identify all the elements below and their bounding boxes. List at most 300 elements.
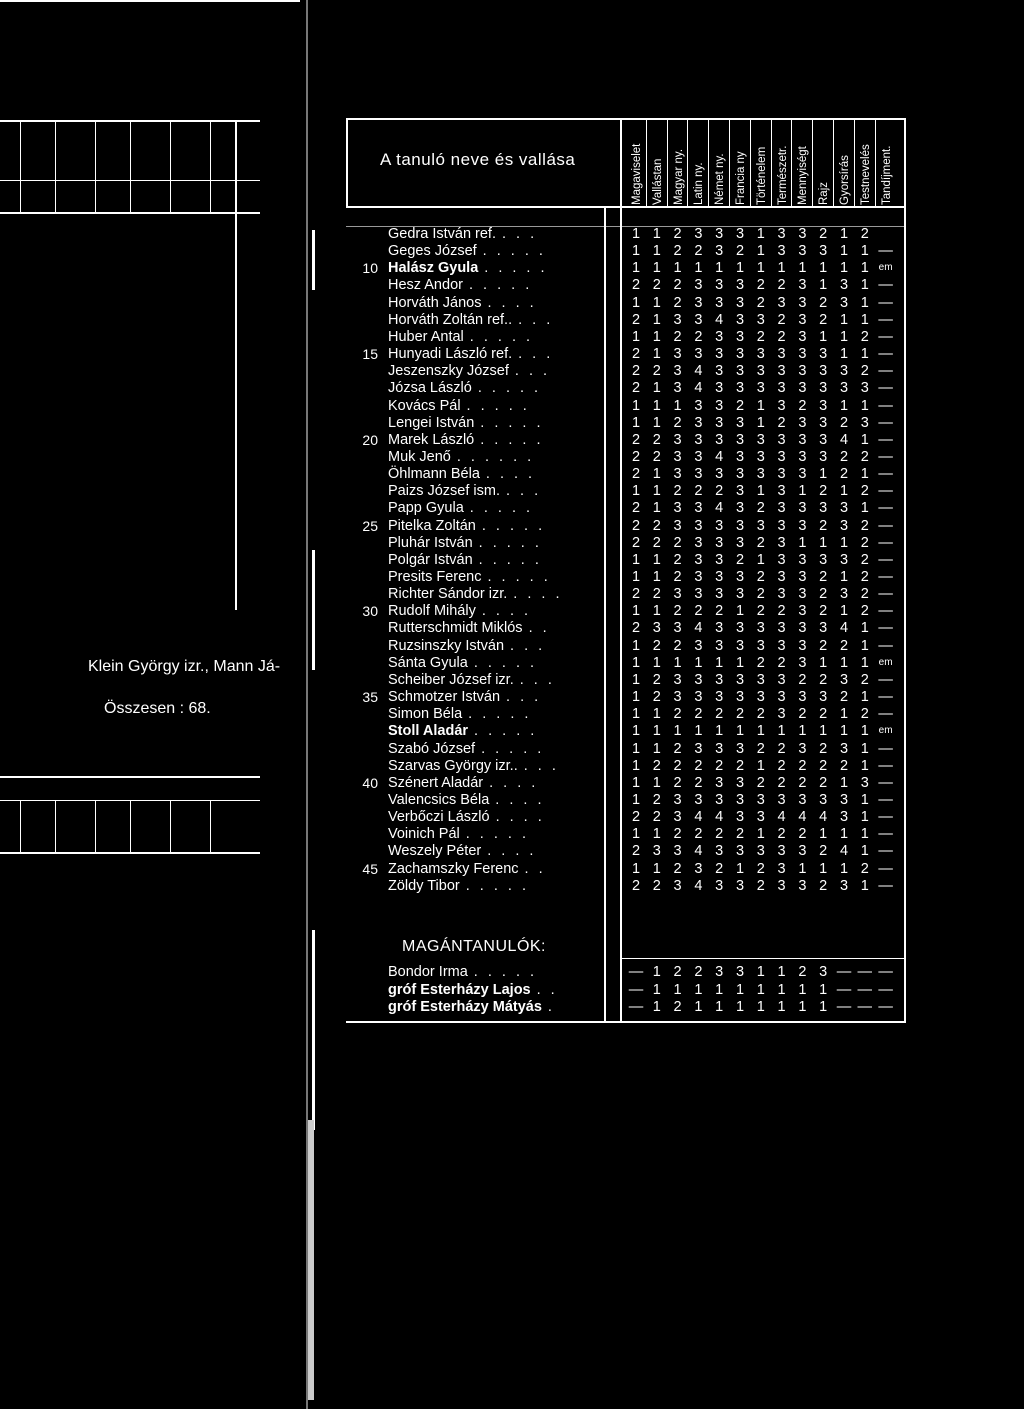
student-name: Szabó József bbox=[388, 740, 476, 757]
grade-cell: 2 bbox=[777, 277, 786, 294]
grade-cell: 2 bbox=[735, 551, 745, 568]
grade-cell: 1 bbox=[819, 860, 828, 877]
grade-cell: 2 bbox=[756, 294, 765, 311]
grade-cell: 3 bbox=[715, 226, 724, 242]
grade-cell: 3 bbox=[652, 843, 661, 860]
grade-cell: 3 bbox=[777, 791, 786, 808]
grade-cell: 3 bbox=[673, 586, 682, 603]
grade-cell: 2 bbox=[756, 328, 765, 345]
grade-cell: — bbox=[878, 706, 893, 723]
grade-cell: 1 bbox=[860, 277, 869, 294]
column-header: Vallástan bbox=[651, 158, 664, 205]
grade-cell: 2 bbox=[819, 706, 828, 723]
grade-cell: 3 bbox=[756, 431, 765, 448]
grade-cell: 4 bbox=[694, 380, 703, 397]
grade-cell: 3 bbox=[756, 448, 765, 465]
grade-cell: 3 bbox=[860, 414, 869, 431]
grade-cell: 3 bbox=[756, 671, 765, 688]
grade-cell: 1 bbox=[694, 723, 703, 740]
grade-cell: 2 bbox=[819, 294, 828, 311]
student-name: gróf Esterházy Lajos bbox=[388, 981, 531, 998]
grade-cell: 1 bbox=[756, 999, 765, 1015]
grade-cell: 1 bbox=[819, 260, 828, 277]
grade-cell: 3 bbox=[819, 689, 828, 706]
grade-cell: 2 bbox=[860, 517, 869, 534]
grade-cell: 1 bbox=[652, 981, 661, 998]
grade-cell: 2 bbox=[694, 603, 703, 620]
grade-cell: 2 bbox=[798, 826, 807, 843]
grade-cell: 3 bbox=[673, 791, 682, 808]
grade-cell: 3 bbox=[735, 637, 745, 654]
grade-cell: 1 bbox=[860, 620, 869, 637]
student-name: Hesz Andor bbox=[388, 277, 463, 294]
grade-cell: 1 bbox=[819, 328, 828, 345]
grade-cell: 1 bbox=[860, 654, 869, 671]
leader-dots: . . . . . bbox=[480, 431, 544, 448]
grade-cell: 3 bbox=[798, 654, 807, 671]
student-name: Paizs József ism. bbox=[388, 483, 500, 500]
student-name: Kovács Pál bbox=[388, 397, 461, 414]
grade-cell: 1 bbox=[860, 757, 869, 774]
grade-cell: 2 bbox=[777, 774, 786, 791]
grade-cell: 3 bbox=[735, 483, 745, 500]
grade-cell: 3 bbox=[798, 569, 807, 585]
grade-cell: 3 bbox=[694, 569, 703, 585]
grade-cell: 2 bbox=[673, 999, 682, 1015]
grade-cell: 2 bbox=[652, 757, 661, 774]
grade-cell: 3 bbox=[735, 534, 745, 551]
grade-cell: 2 bbox=[715, 757, 724, 774]
grade-cell: 1 bbox=[756, 260, 765, 277]
grade-cell: 3 bbox=[715, 740, 724, 757]
grade-cell: 3 bbox=[819, 964, 828, 980]
student-name: Gedra István ref. bbox=[388, 226, 496, 242]
row-number: 45 bbox=[362, 860, 378, 877]
grade-cell: 3 bbox=[715, 363, 724, 380]
grade-cell: 3 bbox=[735, 294, 745, 311]
grade-cell: 3 bbox=[735, 671, 745, 688]
grade-cell: 2 bbox=[652, 363, 661, 380]
grade-cell: 1 bbox=[860, 877, 869, 894]
column-header: Testnevelés bbox=[859, 144, 872, 205]
grade-cell: 3 bbox=[798, 689, 807, 706]
grade-cell: 2 bbox=[756, 277, 765, 294]
student-name: Bondor Irma bbox=[388, 964, 468, 980]
grade-cell: 3 bbox=[819, 243, 828, 260]
grade-cell: 3 bbox=[860, 774, 869, 791]
grade-cell: 2 bbox=[673, 637, 682, 654]
grade-cell: 2 bbox=[673, 774, 682, 791]
grade-cell: 3 bbox=[735, 689, 745, 706]
grade-cell: 1 bbox=[860, 500, 869, 517]
grade-cell: 2 bbox=[673, 414, 682, 431]
grade-cell: 2 bbox=[673, 603, 682, 620]
grade-cell: 3 bbox=[735, 843, 745, 860]
grade-cell: 2 bbox=[694, 757, 703, 774]
leader-dots: . . . . bbox=[513, 586, 563, 603]
grade-cell: 3 bbox=[756, 466, 765, 483]
grade-cell: 3 bbox=[735, 363, 745, 380]
grade-cell: 3 bbox=[756, 363, 765, 380]
grade-cell: 1 bbox=[860, 346, 869, 363]
grade-cell: — bbox=[878, 860, 893, 877]
row-number: 15 bbox=[362, 346, 378, 363]
grade-cell: 3 bbox=[777, 860, 786, 877]
grade-cell: 3 bbox=[715, 517, 724, 534]
grade-cell: 2 bbox=[631, 500, 641, 517]
grade-cell: 2 bbox=[735, 757, 745, 774]
grade-cell: 3 bbox=[694, 671, 703, 688]
grade-cell: 2 bbox=[756, 534, 765, 551]
grade-cell: 2 bbox=[715, 706, 724, 723]
grade-cell: 1 bbox=[652, 774, 661, 791]
grade-cell: 1 bbox=[735, 981, 745, 998]
grade-cell: 3 bbox=[819, 791, 828, 808]
leader-dots: . . . . . bbox=[474, 723, 538, 740]
grade-cell: 3 bbox=[673, 689, 682, 706]
grade-cell: 1 bbox=[652, 397, 661, 414]
grade-cell: 3 bbox=[715, 586, 724, 603]
grade-cell: — bbox=[878, 620, 893, 637]
grade-cell: 1 bbox=[673, 260, 682, 277]
leader-dots: . . . . . bbox=[480, 414, 544, 431]
grade-cell: 1 bbox=[631, 740, 641, 757]
grade-cell: 2 bbox=[860, 534, 869, 551]
grade-cell: 4 bbox=[694, 363, 703, 380]
grade-cell: — bbox=[878, 843, 893, 860]
leader-dots: . bbox=[547, 999, 555, 1015]
grade-cell: 1 bbox=[839, 483, 849, 500]
grade-cell: 3 bbox=[777, 551, 786, 568]
leader-dots: . . . . . bbox=[481, 740, 545, 757]
grade-cell: 2 bbox=[673, 826, 682, 843]
grade-cell: 1 bbox=[631, 637, 641, 654]
grade-cell: 2 bbox=[819, 877, 828, 894]
row-number: 25 bbox=[362, 517, 378, 534]
column-header: Magaviselet bbox=[631, 143, 643, 205]
grade-cell: 3 bbox=[798, 414, 807, 431]
grade-cell: 3 bbox=[819, 431, 828, 448]
grade-cell: 1 bbox=[735, 260, 745, 277]
grade-cell: 3 bbox=[777, 483, 786, 500]
leader-dots: . . . . . bbox=[465, 826, 530, 843]
grade-cell: 1 bbox=[631, 414, 641, 431]
grade-cell: 2 bbox=[631, 517, 641, 534]
grade-cell: 3 bbox=[798, 551, 807, 568]
grade-cell: 2 bbox=[631, 311, 641, 328]
grade-cell: 1 bbox=[631, 654, 641, 671]
leader-dots: . . . . . bbox=[478, 551, 542, 568]
grade-cell: 1 bbox=[756, 723, 765, 740]
grade-cell: 2 bbox=[798, 671, 807, 688]
grade-cell: — bbox=[878, 981, 893, 998]
grade-cell: 3 bbox=[839, 740, 849, 757]
student-name: Weszely Péter bbox=[388, 843, 482, 860]
student-name: Öhlmann Béla bbox=[388, 466, 480, 483]
grade-cell: 4 bbox=[694, 809, 703, 826]
grade-cell: 1 bbox=[652, 706, 661, 723]
grade-cell: 2 bbox=[631, 448, 641, 465]
row-number: 10 bbox=[362, 260, 378, 277]
grade-cell: — bbox=[628, 964, 644, 980]
grade-cell: 2 bbox=[860, 551, 869, 568]
grade-cell: 3 bbox=[798, 226, 807, 242]
grade-cell: 3 bbox=[715, 569, 724, 585]
grade-cell: 3 bbox=[652, 620, 661, 637]
grade-cell: — bbox=[628, 981, 644, 998]
grade-cell: 2 bbox=[673, 551, 682, 568]
grade-cell: 2 bbox=[694, 328, 703, 345]
grade-cell: 2 bbox=[715, 826, 724, 843]
grade-cell: 2 bbox=[652, 586, 661, 603]
grade-cell: 3 bbox=[673, 671, 682, 688]
grade-cell: 1 bbox=[860, 740, 869, 757]
grade-cell: 1 bbox=[839, 226, 849, 242]
leader-dots: . . . . . . bbox=[456, 448, 535, 465]
grade-cell: 2 bbox=[652, 277, 661, 294]
grade-cell: 3 bbox=[756, 380, 765, 397]
grade-cell: 3 bbox=[694, 448, 703, 465]
grade-cell: 2 bbox=[777, 414, 786, 431]
grade-cell: — bbox=[878, 877, 893, 894]
grade-cell: 2 bbox=[631, 586, 641, 603]
grade-cell: 2 bbox=[735, 397, 745, 414]
grade-cell: 2 bbox=[652, 637, 661, 654]
grade-cell: 3 bbox=[735, 346, 745, 363]
grade-cell: 3 bbox=[694, 740, 703, 757]
grade-cell: 2 bbox=[819, 517, 828, 534]
grade-cell: 3 bbox=[777, 569, 786, 585]
grade-cell: 3 bbox=[715, 620, 724, 637]
leader-dots: . . . bbox=[506, 689, 542, 706]
grade-cell: 2 bbox=[860, 860, 869, 877]
column-header: Magyar ny. bbox=[672, 148, 685, 205]
grade-cell: — bbox=[878, 999, 893, 1015]
grade-cell: 3 bbox=[777, 397, 786, 414]
leader-dots: . . . . . bbox=[468, 706, 532, 723]
grade-cell: — bbox=[878, 964, 893, 980]
row-number: 40 bbox=[362, 774, 378, 791]
grade-cell: 1 bbox=[652, 723, 661, 740]
grade-cell: 2 bbox=[694, 483, 703, 500]
grade-cell: 1 bbox=[819, 723, 828, 740]
grade-cell: 2 bbox=[756, 586, 765, 603]
grade-cell: — bbox=[878, 740, 893, 757]
grade-cell: 1 bbox=[735, 999, 745, 1015]
grade-cell: 3 bbox=[735, 277, 745, 294]
student-name: Horváth Zoltán ref.. bbox=[388, 311, 513, 328]
grade-cell: — bbox=[878, 637, 893, 654]
grade-cell: 3 bbox=[798, 328, 807, 345]
grade-cell: 2 bbox=[777, 311, 786, 328]
grade-cell: 1 bbox=[756, 551, 765, 568]
leader-dots: . . . bbox=[518, 311, 554, 328]
student-name: Józsa László bbox=[388, 380, 472, 397]
grade-cell: 3 bbox=[839, 809, 849, 826]
student-name: Hunyadi László ref. bbox=[388, 346, 513, 363]
grade-cell: 3 bbox=[777, 243, 786, 260]
grade-cell: — bbox=[878, 243, 893, 260]
grade-cell: — bbox=[857, 981, 873, 998]
leader-dots: . . . bbox=[506, 483, 542, 500]
grade-cell: 2 bbox=[673, 243, 682, 260]
grade-cell: 1 bbox=[652, 466, 661, 483]
grade-cell: 3 bbox=[756, 637, 765, 654]
column-header: Latin ny. bbox=[693, 162, 706, 205]
grade-cell: 2 bbox=[715, 603, 724, 620]
grade-cell: 4 bbox=[715, 311, 724, 328]
grade-cell: 3 bbox=[777, 431, 786, 448]
grade-cell: 2 bbox=[673, 226, 682, 242]
grade-cell: 3 bbox=[673, 363, 682, 380]
grade-cell: 2 bbox=[860, 226, 869, 242]
grade-cell: 3 bbox=[694, 294, 703, 311]
grade-cell: 3 bbox=[694, 586, 703, 603]
grade-cell: 3 bbox=[819, 380, 828, 397]
grade-cell: 3 bbox=[694, 397, 703, 414]
column-header: Tandíjment. bbox=[880, 145, 893, 205]
grade-cell: 3 bbox=[715, 877, 724, 894]
grade-cell: 1 bbox=[631, 689, 641, 706]
grade-cell: 1 bbox=[715, 260, 724, 277]
grade-cell: 4 bbox=[694, 620, 703, 637]
grade-cell: 4 bbox=[715, 809, 724, 826]
grade-cell: 2 bbox=[735, 826, 745, 843]
grade-cell: 3 bbox=[715, 431, 724, 448]
grade-cell: — bbox=[628, 999, 644, 1015]
grade-cell: 1 bbox=[839, 860, 849, 877]
leader-dots: . . . . bbox=[481, 603, 532, 620]
grade-cell: 1 bbox=[839, 654, 849, 671]
grade-cell: 1 bbox=[631, 243, 641, 260]
grade-cell: 1 bbox=[860, 311, 869, 328]
grade-cell: 1 bbox=[652, 226, 661, 242]
grade-cell: 1 bbox=[798, 999, 807, 1015]
side-text-line1: Klein György izr., Mann Já- bbox=[88, 658, 281, 675]
grade-cell: 3 bbox=[798, 877, 807, 894]
grade-cell: 2 bbox=[631, 466, 641, 483]
grade-cell: 3 bbox=[839, 551, 849, 568]
grade-cell: 2 bbox=[631, 277, 641, 294]
grade-cell: 1 bbox=[631, 860, 641, 877]
student-name: Geges József bbox=[388, 243, 477, 260]
grade-cell: 1 bbox=[839, 328, 849, 345]
grade-cell: 3 bbox=[735, 414, 745, 431]
grade-cell: 3 bbox=[798, 517, 807, 534]
grade-cell: 2 bbox=[756, 706, 765, 723]
grade-cell: 1 bbox=[631, 757, 641, 774]
grade-cell: — bbox=[878, 397, 893, 414]
grade-cell: 1 bbox=[652, 654, 661, 671]
student-name: Simon Béla bbox=[388, 706, 463, 723]
grade-cell: 1 bbox=[631, 706, 641, 723]
grade-cell: 1 bbox=[860, 431, 869, 448]
grade-cell: 3 bbox=[756, 689, 765, 706]
grade-cell: 2 bbox=[694, 964, 703, 980]
leader-dots: . . . . . bbox=[473, 654, 538, 671]
grade-cell: 1 bbox=[715, 999, 724, 1015]
grade-cell: 2 bbox=[652, 448, 661, 465]
grade-cell: 1 bbox=[860, 637, 869, 654]
grade-cell: 3 bbox=[777, 294, 786, 311]
student-name: Polgár István bbox=[388, 551, 473, 568]
leader-dots: . . . . . bbox=[469, 328, 534, 345]
student-name: Papp Gyula bbox=[388, 500, 464, 517]
grade-cell: 1 bbox=[819, 999, 828, 1015]
grade-cell: 3 bbox=[735, 328, 745, 345]
student-name: Jeszenszky József bbox=[388, 363, 509, 380]
grade-cell: 3 bbox=[673, 380, 682, 397]
student-name: Richter Sándor izr. bbox=[388, 586, 508, 603]
grade-cell: 2 bbox=[631, 843, 641, 860]
student-name: gróf Esterházy Mátyás bbox=[388, 999, 542, 1015]
column-header: Mennyiségt bbox=[797, 146, 810, 205]
grade-cell: 1 bbox=[860, 723, 869, 740]
grade-cell: 1 bbox=[694, 654, 703, 671]
grade-cell: 1 bbox=[777, 260, 786, 277]
grade-cell: 3 bbox=[839, 586, 849, 603]
grade-cell: 2 bbox=[756, 877, 765, 894]
grade-cell: 3 bbox=[819, 414, 828, 431]
leader-dots: . . . . bbox=[489, 774, 539, 791]
column-header: Természetr. bbox=[776, 145, 789, 205]
student-name: Horváth János bbox=[388, 294, 482, 311]
grade-cell: 1 bbox=[652, 328, 661, 345]
grade-cell: 2 bbox=[819, 671, 828, 688]
grade-cell: 2 bbox=[819, 774, 828, 791]
grade-cell: 2 bbox=[798, 774, 807, 791]
student-name: Schmotzer István bbox=[388, 689, 501, 706]
grade-cell: 3 bbox=[798, 277, 807, 294]
grade-cell: 3 bbox=[715, 534, 724, 551]
student-name: Zöldy Tibor bbox=[388, 877, 460, 894]
grade-cell: 1 bbox=[839, 346, 849, 363]
grade-cell: 2 bbox=[715, 860, 724, 877]
grade-cell: 2 bbox=[819, 483, 828, 500]
grade-cell: — bbox=[878, 466, 893, 483]
grade-cell: 3 bbox=[715, 466, 724, 483]
grade-cell: 1 bbox=[819, 534, 828, 551]
grade-cell: 4 bbox=[694, 843, 703, 860]
grade-cell: 3 bbox=[673, 843, 682, 860]
grade-cell: 2 bbox=[652, 671, 661, 688]
grade-cell: 1 bbox=[839, 534, 849, 551]
grade-cell: 3 bbox=[819, 363, 828, 380]
grade-cell: 3 bbox=[819, 620, 828, 637]
grade-cell: 2 bbox=[673, 706, 682, 723]
grade-cell: 3 bbox=[756, 843, 765, 860]
grade-cell: 3 bbox=[673, 620, 682, 637]
grade-cell: 2 bbox=[673, 294, 682, 311]
grade-cell: 2 bbox=[652, 877, 661, 894]
grade-cell: — bbox=[878, 551, 893, 568]
grade-cell: 4 bbox=[694, 877, 703, 894]
grade-cell: 3 bbox=[839, 877, 849, 894]
grade-cell: 3 bbox=[777, 466, 786, 483]
grade-cell: em bbox=[878, 656, 893, 668]
grade-cell: 2 bbox=[839, 448, 849, 465]
grade-cell: 3 bbox=[673, 517, 682, 534]
grade-cell: 1 bbox=[860, 689, 869, 706]
grade-cell: 2 bbox=[756, 740, 765, 757]
grade-cell: 2 bbox=[631, 620, 641, 637]
grade-cell: 3 bbox=[673, 431, 682, 448]
student-name: Zachamszky Ferenc bbox=[388, 860, 519, 877]
grade-cell: 1 bbox=[819, 981, 828, 998]
grade-cell: 1 bbox=[860, 397, 869, 414]
leader-dots: . . bbox=[536, 981, 558, 998]
grade-cell: 1 bbox=[756, 981, 765, 998]
